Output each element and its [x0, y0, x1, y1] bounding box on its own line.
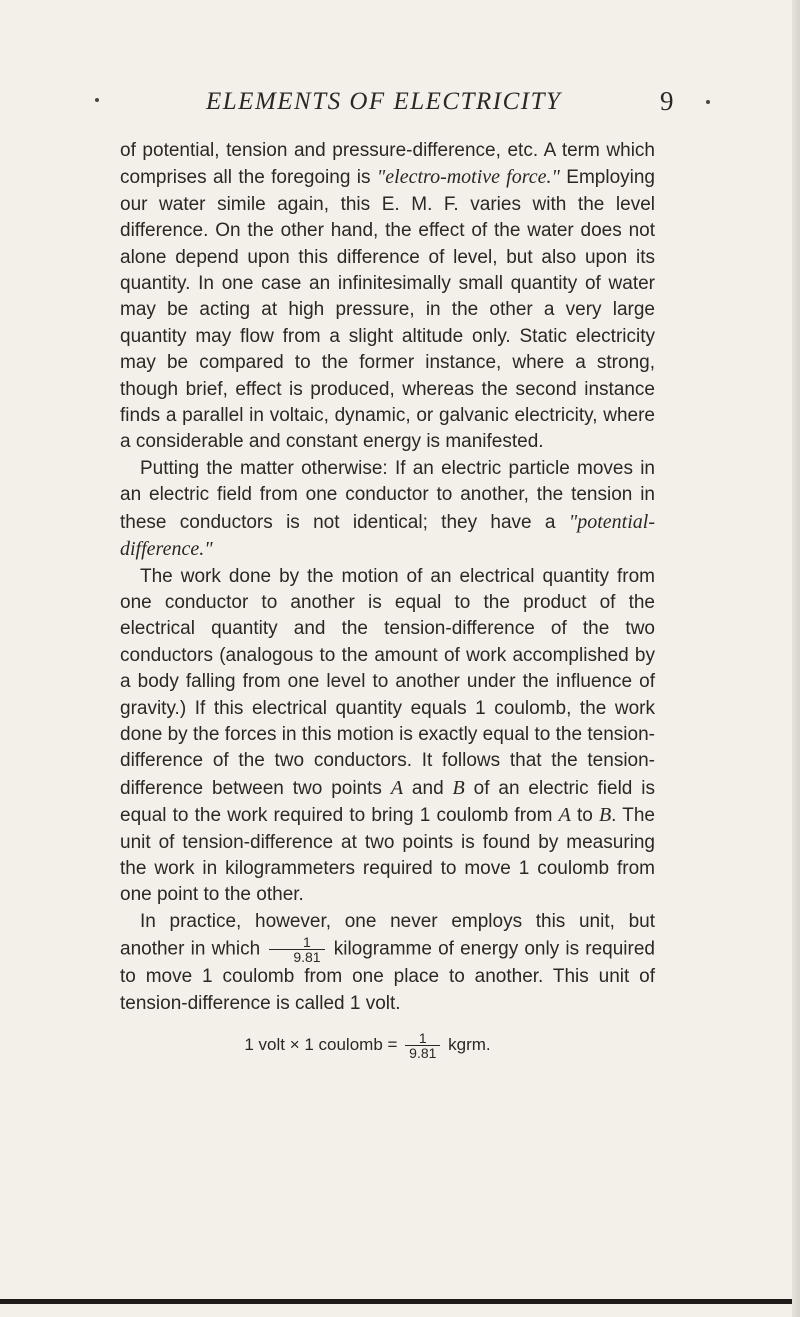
paragraph-4-text-b: kilogramme of energy only is required to move 1 coulomb from one place to another. This unit of tension-difference is called 1 volt.: [120, 938, 655, 1014]
formula-lhs: 1 volt × 1 coulomb =: [244, 1034, 398, 1054]
paragraph-3: [120, 564, 655, 909]
body-text: [120, 138, 655, 1060]
volt-formula: [120, 1031, 655, 1060]
emphasis-electromotive-force: "electro-motive force.": [376, 166, 560, 189]
running-head: ELEMENTS OF ELECTRICITY: [206, 88, 562, 115]
page-right-edge: [792, 0, 800, 1317]
paragraph-3-text-d: to: [570, 805, 599, 827]
paragraph-3-text-c: of an electric field is equal to the work required to bring 1 coulomb from: [120, 777, 655, 827]
formula-fraction: [405, 1031, 440, 1060]
point-a-label-2: A: [558, 804, 571, 827]
printer-mark-left: [95, 98, 99, 102]
paragraph-4: [120, 909, 655, 1017]
paragraph-4-text-a: In practice, however, one never employs this unit, but another in which: [120, 910, 655, 960]
emphasis-potential-difference: "potential-difference.": [120, 510, 655, 561]
paragraph-3-text-b: and: [403, 777, 453, 799]
fraction-numerator: 1: [269, 935, 324, 950]
inline-fraction: [269, 935, 324, 964]
page-bottom-edge: [0, 1299, 800, 1304]
page-header: [0, 86, 800, 126]
paragraph-1-text-a: of potential, tension and pressure-difference, etc. A term which comprises all the foregoing is: [120, 140, 655, 189]
paragraph-2: [120, 456, 655, 564]
printer-mark-right: [706, 100, 710, 104]
paragraph-1-text-c: Employing our water simile again, this E. M. F. varies with the level difference. On the other hand, the effect of the water does not alone depend upon this difference of level, but also upon its quantity. In one case an infinitesimally small quantity of water may be acting at high pressure, in the other a very large quantity may flow from a slight altitude only. Static electricity may be compared to the former instance, where a strong, though brief, effect is produced, whereas the second instance finds a parallel in voltaic, dynamic, or galvanic electricity, where a considerable and constant energy is manifested.: [120, 167, 656, 453]
point-b-label: B: [452, 776, 465, 799]
page-number: 9: [660, 86, 674, 116]
formula-numerator: 1: [405, 1031, 440, 1046]
formula-denominator: 9.81: [409, 1045, 437, 1061]
point-b-label-2: B: [598, 804, 612, 827]
point-a-label: A: [390, 776, 404, 799]
paragraph-2-text-a: Putting the matter otherwise: If an electric particle moves in an electric field from one conductor to another, the tension in these conductors is not identical; they have a: [120, 457, 655, 533]
paragraph-3-text-e: . The unit of tension-difference at two points is found by measuring the work in kilogrammeters required to move 1 coulomb from one point to the other.: [120, 805, 655, 906]
fraction-denominator: 9.81: [293, 949, 321, 966]
formula-rhs: kgrm.: [448, 1034, 491, 1054]
paragraph-1: [120, 138, 655, 456]
paragraph-3-text-a: The work done by the motion of an electrical quantity from one conductor to another is equal to the product of the electrical quantity and the tension-difference of the two conductors (analogous to the amount of work accomplished by a body falling from one level to another under the influence of gravity.) If this electrical quantity equals 1 coulomb, the work done by the forces in this motion is exactly equal to the tension-difference of the two conductors. It follows that the tension-difference between two points: [120, 565, 655, 799]
